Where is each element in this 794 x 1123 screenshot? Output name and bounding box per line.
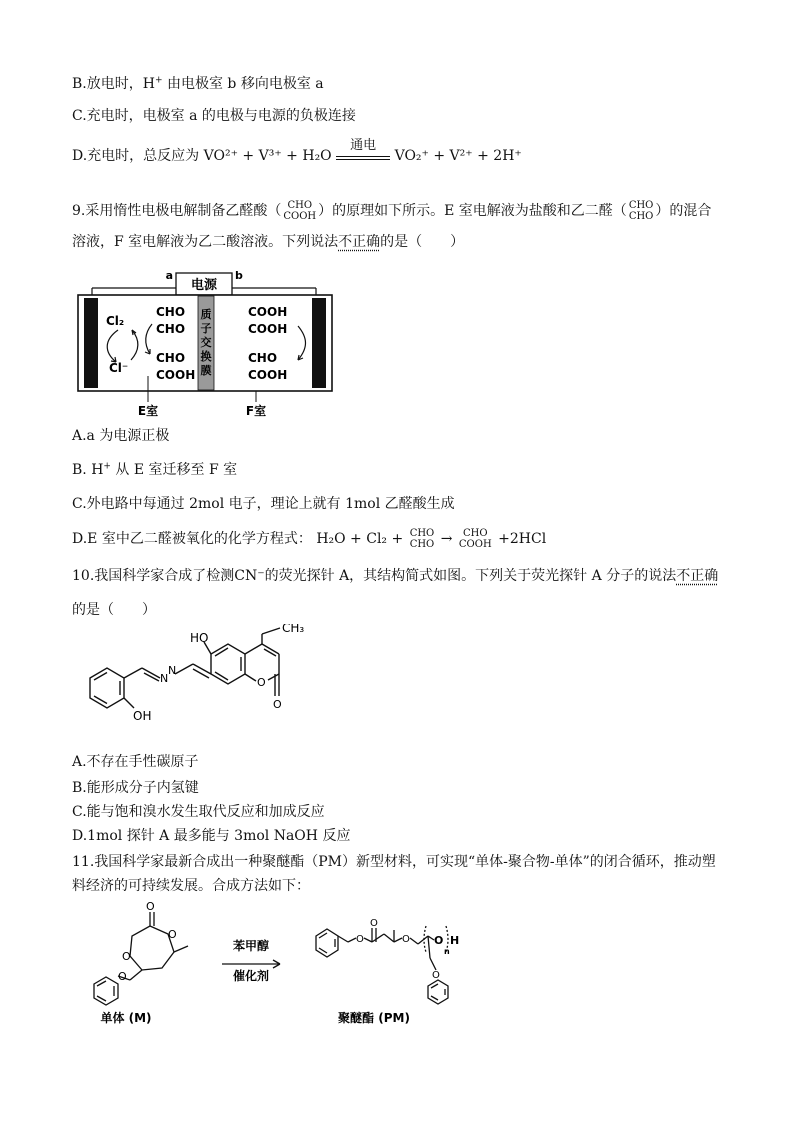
q8-optd-condition: 通电 xyxy=(350,138,377,153)
q9-e-bot2: COOH xyxy=(156,368,196,382)
q10-ho-label: HO xyxy=(190,631,209,645)
q11-polymer-carbonyl-o: O xyxy=(370,918,378,929)
q9-f-bot2: COOH xyxy=(248,368,288,382)
q11-monomer-ether-o: O xyxy=(118,970,127,983)
q9-optd-prefix: D.E 室中乙二醛被氧化的化学方程式： xyxy=(72,531,312,547)
q9-e-top1: CHO xyxy=(156,305,186,319)
q9-optd-eq-reactants: H₂O + Cl₂ + xyxy=(316,531,404,547)
q8-optd-reactants: VO²⁺ + V³⁺ + H₂O xyxy=(203,148,332,164)
q9-chloride-label: Cl⁻ xyxy=(109,361,129,375)
q9-f-top2: COOH xyxy=(248,322,288,336)
q9-stem-b: ）的原理如下所示。E 室电解液为盐酸和乙二醛（ xyxy=(318,203,627,219)
q9-optd-glyoxylic-top: CHO xyxy=(463,528,488,539)
q9-optb-suffix: 从 E 室迁移至 F 室 xyxy=(115,462,238,478)
q9-terminal-a: a xyxy=(165,269,173,282)
q10-stem-line1 xyxy=(72,566,718,586)
q9-option-d xyxy=(72,528,546,550)
q9-optd-eq-products: +2HCl xyxy=(498,531,547,547)
q9-right-electrode xyxy=(312,298,326,388)
q9-glyoxal-top: CHO xyxy=(628,200,654,211)
q9-stem-line1 xyxy=(72,200,711,222)
q8-optb-ion: H xyxy=(142,76,155,92)
q11-stem-line1: 11.我国科学家最新合成出一种聚醚酯（PM）新型材料，可实现“单体-聚合物-单体”的闭合循环，推动塑 xyxy=(72,854,716,870)
q9-option-c: C.外电路中每通过 2mol 电子，理论上就有 1mol 乙醛酸生成 xyxy=(72,496,455,512)
q11-monomer-label: 单体 (M) xyxy=(100,1011,152,1025)
q9-membrane-char: 膜 xyxy=(200,364,212,377)
q10-n1-label: N xyxy=(160,672,169,685)
q10-carbonyl-oxygen: O xyxy=(273,698,282,711)
q11-polymer-ether-o: O xyxy=(402,934,410,945)
q9-f-top1: COOH xyxy=(248,305,288,319)
q11-polymer-end-h: H xyxy=(450,934,460,947)
q11-reagent-catalyst: 催化剂 xyxy=(232,969,270,983)
q11-polymer-end-o: O xyxy=(434,934,444,947)
q9-optd-glyoxylic xyxy=(459,528,492,550)
q9-f-room-label: F室 xyxy=(245,404,267,418)
q10-option-a: A.不存在手性碳原子 xyxy=(72,754,199,770)
q9-membrane-label xyxy=(201,307,212,377)
q8-optb-prefix: B.放电时， xyxy=(72,76,143,92)
q9-stem-line2-b: 的是（ ） xyxy=(380,234,465,250)
q10-stem-emphasis: 不正确 xyxy=(676,568,719,584)
q11-stem-line2: 料经济的可持续发展。合成方法如下： xyxy=(72,878,310,894)
q9-stem-a: 9.采用惰性电极电解制备乙醛酸（ xyxy=(72,203,282,219)
q9-membrane-char: 质 xyxy=(200,308,212,321)
q10-stem-b: 的荧光探针 A，其结构简式如图。下列关于荧光探针 A 分子的说法 xyxy=(264,568,677,584)
q10-option-b: B.能形成分子内氢键 xyxy=(72,780,199,796)
q10-stem-ion: CN⁻ xyxy=(234,568,265,584)
q10-n2-label: N xyxy=(168,664,177,677)
q9-glyoxal-structure xyxy=(629,200,654,222)
q9-e-top2: CHO xyxy=(156,322,186,336)
q11-monomer-ring-o1: O xyxy=(168,928,177,941)
q9-optd-glyoxal xyxy=(410,528,435,550)
q9-glyoxylic-bottom: COOH xyxy=(283,211,317,222)
q10-stem-line2: 的是（ ） xyxy=(72,602,156,618)
q10-probe-structure xyxy=(80,624,320,748)
q9-optd-glyoxylic-bottom: COOH xyxy=(458,539,492,550)
q10-oh-label: OH xyxy=(133,709,152,723)
q9-stem-line2 xyxy=(72,232,464,252)
q11-polymer-ester-o: O xyxy=(356,934,364,945)
q9-optd-glyoxal-bottom: CHO xyxy=(409,539,435,550)
q11-synthesis-scheme xyxy=(80,898,500,1028)
q10-ring-oxygen: O xyxy=(257,676,266,689)
q9-option-a: A.a 为电源正极 xyxy=(72,428,170,444)
q8-option-c: C.充电时，电极室 a 的电极与电源的负极连接 xyxy=(72,108,356,124)
q9-left-electrode xyxy=(84,298,98,388)
q10-option-d: D.1mol 探针 A 最多能与 3mol NaOH 反应 xyxy=(72,828,351,844)
q8-optd-condition-arrow xyxy=(336,138,390,166)
q9-optb-ion-charge: + xyxy=(103,461,111,472)
q9-cl2-label: Cl₂ xyxy=(106,314,125,328)
q11-polymer-label: 聚醚酯 (PM) xyxy=(338,1011,410,1025)
q11-polymer-subscript-n: n xyxy=(444,947,450,956)
q8-option-d xyxy=(72,138,522,166)
q9-stem-emphasis: 不正确 xyxy=(338,234,381,250)
q10-stem-a: 10.我国科学家合成了检测 xyxy=(72,568,235,584)
q11-monomer-carbonyl-o: O xyxy=(146,900,155,913)
q9-membrane-char: 子 xyxy=(200,322,212,335)
q9-optb-ion: H xyxy=(91,462,104,478)
q10-option-c: C.能与饱和溴水发生取代反应和加成反应 xyxy=(72,804,325,820)
q8-option-b xyxy=(72,74,324,94)
q10-ch3-label: CH₃ xyxy=(282,624,305,635)
q9-stem-c: ）的混合 xyxy=(655,203,712,219)
q9-glyoxylic-top: CHO xyxy=(287,200,313,211)
q9-e-bot1: CHO xyxy=(156,351,186,365)
q9-terminal-b: b xyxy=(235,269,243,282)
q8-optb-ion-charge: + xyxy=(154,75,163,86)
q11-reagent-benzyl-alcohol: 苯甲醇 xyxy=(232,939,270,953)
q9-stem-line2-a: 溶液，F 室电解液为乙二酸溶液。下列说法 xyxy=(72,234,339,250)
q9-optd-arrow: → xyxy=(440,531,453,547)
q8-optd-prefix: D.充电时，总反应为 xyxy=(72,148,200,164)
q9-glyoxylic-acid-structure xyxy=(283,200,316,222)
q9-glyoxal-bottom: CHO xyxy=(628,211,654,222)
q11-monomer-ring-o2: O xyxy=(122,950,131,963)
q9-optd-glyoxal-top: CHO xyxy=(409,528,435,539)
q9-e-room-label: E室 xyxy=(137,404,159,418)
q10-coumarin-benzene xyxy=(211,644,245,684)
q9-membrane-char: 交 xyxy=(200,336,212,349)
q11-polymer-phenoxy-o: O xyxy=(432,970,440,981)
q8-optd-products: VO₂⁺ + V²⁺ + 2H⁺ xyxy=(394,148,522,164)
q9-power-label: 电源 xyxy=(190,278,218,293)
q9-f-bot1: CHO xyxy=(248,351,278,365)
q9-option-b xyxy=(72,460,237,480)
q9-electrolysis-diagram xyxy=(76,268,338,418)
q10-benzene-ring xyxy=(90,668,124,708)
q9-optb-prefix: B. xyxy=(72,462,92,478)
q8-optb-suffix: 由电极室 b 移向电极室 a xyxy=(166,76,324,92)
q9-membrane-char: 换 xyxy=(200,350,212,363)
